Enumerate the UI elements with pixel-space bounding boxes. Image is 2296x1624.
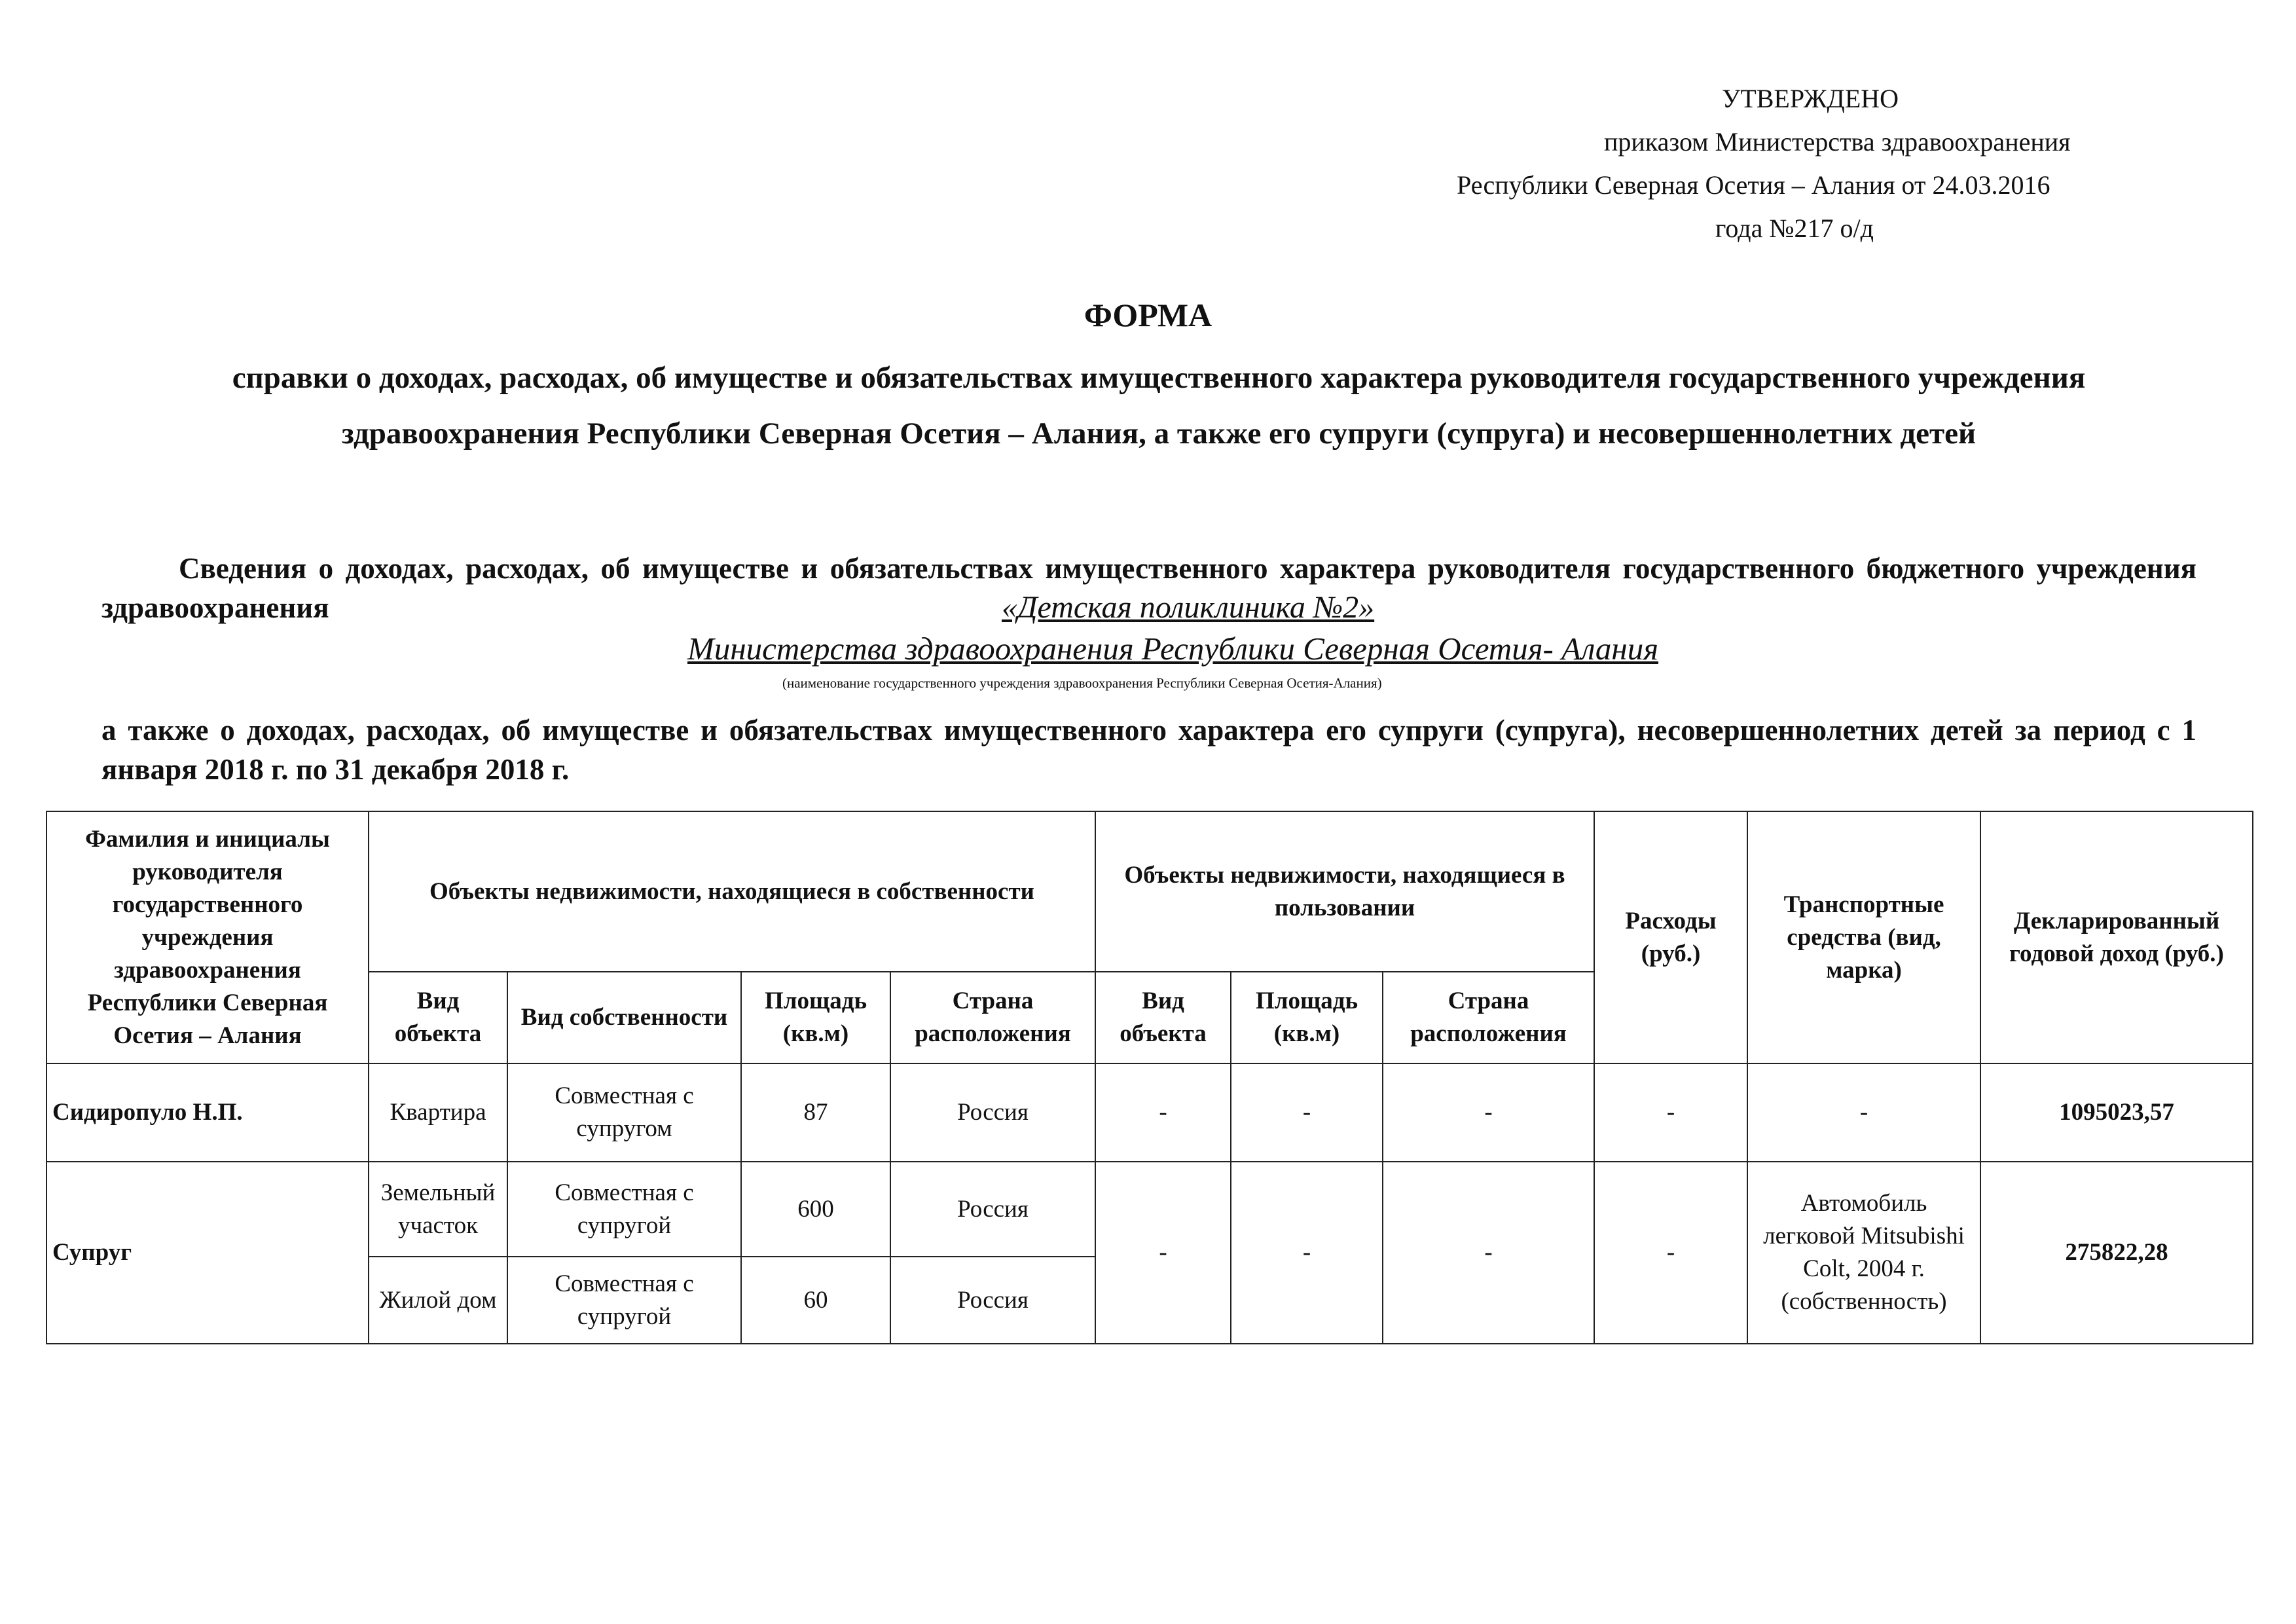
cell-owned-area: 87 <box>741 1063 890 1162</box>
header-owned-type: Вид объекта <box>369 972 507 1063</box>
header-name: Фамилия и инициалы руководителя государственного учреждения здравоохранения Республики Северная Осетия – Алания <box>46 811 369 1063</box>
cell-used-area: - <box>1231 1162 1383 1344</box>
header-row <box>46 811 2253 972</box>
cell-owned-type: Жилой дом <box>369 1257 507 1344</box>
cell-used-country: - <box>1383 1063 1594 1162</box>
approval-republic-line: Республики Северная Осетия – Алания от 24.03.2016 <box>1457 170 2050 200</box>
header-owned-group: Объекты недвижимости, находящиеся в собственности <box>369 811 1095 972</box>
cell-name: Сидиропуло Н.П. <box>46 1063 369 1162</box>
cell-income: 1095023,57 <box>1980 1063 2253 1162</box>
cell-owned-ownership: Совместная с супругой <box>507 1257 741 1344</box>
cell-used-area: - <box>1231 1063 1383 1162</box>
cell-owned-ownership: Совместная с супругой <box>507 1162 741 1257</box>
cell-income: 275822,28 <box>1980 1162 2253 1344</box>
cell-owned-country: Россия <box>890 1257 1095 1344</box>
header-vehicles: Транспортные средства (вид, марка) <box>1747 811 1980 1063</box>
cell-owned-country: Россия <box>890 1162 1095 1257</box>
institution-ministry: Министерства здравоохранения Республики Северная Осетия- Алания <box>687 631 1659 667</box>
table-row <box>46 1162 2253 1257</box>
header-owned-area: Площадь (кв.м) <box>741 972 890 1063</box>
header-used-group: Объекты недвижимости, находящиеся в пользовании <box>1095 811 1594 972</box>
cell-vehicles: Автомобиль легковой Mitsubishi Colt, 2004 г. (собственность) <box>1747 1162 1980 1344</box>
header-income: Декларированный годовой доход (руб.) <box>1980 811 2253 1063</box>
cell-expenses: - <box>1594 1162 1747 1344</box>
period-paragraph: а также о доходах, расходах, об имуществе и обязательствах имущественного характера его супруги (супруга), несовершеннолетних детей за период с 1 января 2018 г. по 31 декабря 2018 г. <box>101 714 2196 786</box>
header-owned-country: Страна расположения <box>890 972 1095 1063</box>
form-subtitle: справки о доходах, расходах, об имуществе и обязательствах имущественного характера руководителя государственного учреждения здравоохранения Республики Северная Осетия – Алания, а также его супруги (супруга) и несовершеннолетних детей <box>232 361 2086 451</box>
cell-owned-ownership: Совместная с супругом <box>507 1063 741 1162</box>
header-used-area: Площадь (кв.м) <box>1231 972 1383 1063</box>
form-title: ФОРМА <box>1084 297 1212 333</box>
cell-name: Супруг <box>46 1162 369 1344</box>
institution-name: «Детская поликлиника №2» <box>1002 590 1375 625</box>
cell-expenses: - <box>1594 1063 1747 1162</box>
cell-used-country: - <box>1383 1162 1594 1344</box>
table-row <box>46 1063 2253 1162</box>
cell-owned-type: Квартира <box>369 1063 507 1162</box>
approval-heading: УТВЕРЖДЕНО <box>1722 84 1899 113</box>
declaration-table <box>46 811 2253 1344</box>
intro-paragraph <box>101 549 2196 627</box>
cell-owned-area: 600 <box>741 1162 890 1257</box>
cell-used-type: - <box>1095 1063 1231 1162</box>
intro-text: Сведения о доходах, расходах, об имуществе и обязательствах имущественного характера руководителя государственного бюджетного учреждения здравоохранения <box>101 552 2196 624</box>
header-owned-ownership: Вид собственности <box>507 972 741 1063</box>
institution-caption: (наименование государственного учреждения здравоохранения Республики Северная Осетия-Алания) <box>782 675 1382 691</box>
approval-order-line: приказом Министерства здравоохранения <box>1604 127 2071 157</box>
header-expenses: Расходы (руб.) <box>1594 811 1747 1063</box>
header-used-country: Страна расположения <box>1383 972 1594 1063</box>
cell-owned-type: Земельный участок <box>369 1162 507 1257</box>
approval-number-line: года №217 о/д <box>1715 213 1874 243</box>
cell-owned-country: Россия <box>890 1063 1095 1162</box>
cell-vehicles: - <box>1747 1063 1980 1162</box>
cell-owned-area: 60 <box>741 1257 890 1344</box>
header-used-type: Вид объекта <box>1095 972 1231 1063</box>
cell-used-type: - <box>1095 1162 1231 1344</box>
approval-block <box>1427 77 2200 250</box>
